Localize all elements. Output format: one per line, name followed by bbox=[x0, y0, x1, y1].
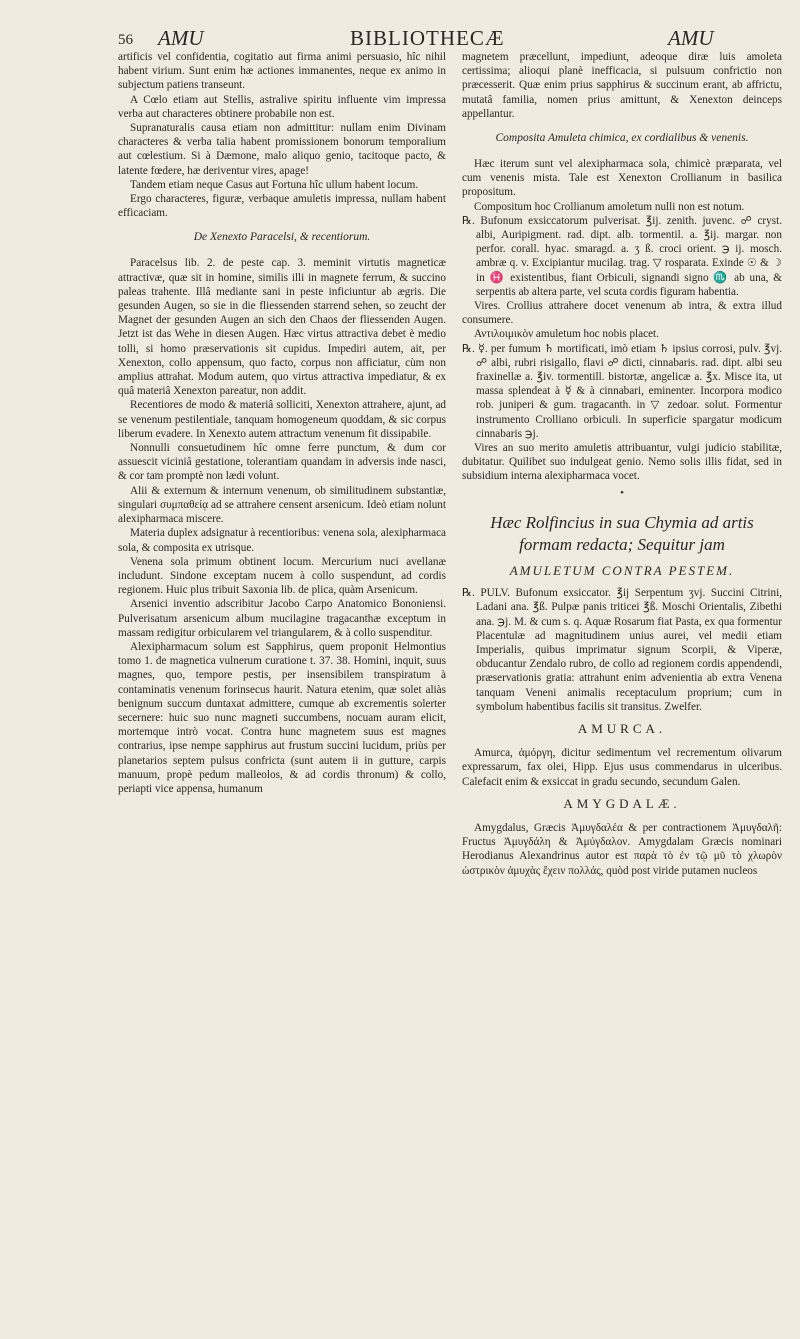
right-paragraph: ℞. PULV. Bufonum exsiccator. ℥ij Serpentum ʒvj. Succini Citrini, Ladani ana. ℥ß. Pulpæ panis triticei ℥ß. Moschi Orientalis, Zibethi ana. ℈j. M. & cum s. q. Aquæ Rosarum fiat Pasta, ex qua formentur Placentulæ ad magnitudinem unius aurei, vel medii etiam Imperialis, quibus imprimatur signum Scorpii, & Viperæ, obducantur Zendalo rubro, de collo ad regionem cordis appendendi, præservationis gratia: attrahunt enim advenientia ab extra Venena tanquam Veneni animalis receptaculum proprium; cum in symbolum habentibus facilis sit transitus. Zwelfer. bbox=[462, 587, 782, 713]
left-paragraph: Arsenici inventio adscribitur Jacobo Carpo Anatomico Bononiensi. Pulverisatum arsenicum album mucilagine tragacanthæ exceptum in massam redigitur orbicularem vel triangularem, & à collo suspenditur. bbox=[118, 598, 446, 639]
right-section-heading: AMYGDALÆ. bbox=[563, 795, 681, 811]
left-paragraph: artificis vel confidentia, cogitatio aut firma animi persuasio, hîc nihil habent virium. Sunt enim hæ actiones immanentes, neque ex animo in subjectum patiens transeunt. bbox=[118, 51, 446, 92]
right-paragraph: Vires. Crollius attrahere docet venenum ab intra, & extra illud consumere. bbox=[462, 300, 782, 327]
page-number: 56 bbox=[118, 32, 133, 48]
left-paragraph: Tandem etiam neque Casus aut Fortuna hîc ullum habent locum. bbox=[130, 178, 419, 191]
right-paragraph: ℞. Bufonum exsiccatorum pulverisat. ℥ij. zenith. juvenc. ☍ cryst. albi, Auripigment. rad. dipt. alb. tormentil. a. ℥ij. margar. non perfor. corall. hyac. smaragd. a. ʒ ß. croci orient. ℈ ij. mosch. ambræ q. v. Excipiantur mucilag. trag. ▽ rosparata. Exinde ☉ & ☽ in ♓ existentibus, fiant Orbiculi, signandi signo ♏ ab una, & serpentis ab altera parte, vel scuta cordis figuram habentia. bbox=[462, 214, 782, 298]
right-section-heading: Hæc Rolfincius in sua Chymia ad artis formam redacta; Sequitur jam bbox=[490, 512, 754, 554]
left-paragraph: Supranaturalis causa etiam non admittitur: nullam enim Divinam characteres & verba talia habent promissionem bonorum temporalium aut cœlestium. Si à Dæmone, malo aliquo genio, tacitoque pacto, & latente fœdere, hæ deriventur vires, apage! bbox=[118, 122, 446, 177]
right-paragraph: Amurca, ἀμόργη, dicitur sedimentum vel recrementum olivarum expressarum, fax olei, Hipp. Ejus usus commendarus in ulceribus. Calefacit enim & exsiccat in gradu secundo, secundum Galen. bbox=[462, 747, 782, 788]
right-paragraph: Vires an suo merito amuletis attribuantur, vulgi judicio stabilitæ, dubitatur. Quilibet suo indulgeat genio. Nemo solis illis fidat, sed in subsidium interna alexipharmaca vocet. bbox=[462, 442, 782, 483]
left-paragraph: A Cœlo etiam aut Stellis, astralive spiritu influente vim impressa verba aut characteres obtinere probabile non est. bbox=[118, 93, 446, 120]
right-paragraph: Hæc iterum sunt vel alexipharmaca sola, chimicè præparata, vel cum venenis mista. Tale est Xenexton Crollianum in basilica propositum. bbox=[462, 158, 782, 199]
right-paragraph: magnetem præcellunt, impediunt, adeoque diræ luis amoleta certissima; alioqui planè inefficacia, si pulsuum confrictio non præcesserit. Quæ enim prius sapphirus & succinum erant, ab affrictu, mutatâ familia, nomen prius amittunt, & Xenexton deinceps appellantur. bbox=[462, 51, 782, 120]
running-header bbox=[118, 26, 758, 52]
right-paragraph: Amygdalus, Græcis Ἀμυγδαλέα & per contractionem Ἀμυγδαλῆ: Fructus Ἀμυγδάλη & Ἀμύγδαλον. Amygdalam Græcis nominari Herodianus Alexandrinus autor est παρὰ τὸ ἐν τῷ μῦ τὸ χλωρὸν ὠστρικὸν ἀμυχὰς ἔχειν πολλάς, quòd post viride putamen nucleos bbox=[462, 821, 782, 877]
running-head-left: AMU bbox=[158, 26, 204, 50]
right-section-heading: Composita Amuleta chimica, ex cordialibus & venenis. bbox=[495, 132, 749, 145]
running-head-right: AMU bbox=[668, 26, 714, 50]
left-paragraph: Alexipharmacum solum est Sapphirus, quem proponit Helmontius tomo 1. de magnetica vulnerum curatione t. 37. 38. Homini, inquit, suus magnes, quo, tempore pestis, per insensibilem transpiratum à contaminatis venenum forinsecus haurit. Natura etenim, quæ solet aliàs benignum succum duntaxat admittere, cumque ab excrementis solerter secernere: huic suo nunc magneti succumbens, nocuam auram elicit, mortemque intrò vocat. Contra hunc magnetem suus est magnes contrarius, ipse nempe sapphirus aut frustum succini lucidum, priùs per planetarios septem pulsus confricta (sunt autem ii in gutture, carpis manuum, propè pedum malleolos, & ad cordis thronum) & collo, periapti vice appensa, humanum bbox=[118, 640, 446, 795]
right-column bbox=[462, 50, 782, 878]
right-paragraph: Compositum hoc Crollianum amoletum nulli non est notum. bbox=[474, 200, 745, 213]
left-paragraph: Materia duplex adsignatur à recentioribus: venena sola, alexipharmaca sola, & composita ex utrisque. bbox=[118, 527, 446, 554]
right-section-heading: AMULETUM CONTRA PESTEM. bbox=[509, 562, 735, 578]
left-paragraph: Ergo characteres, figuræ, verbaque amuletis impressa, nullam habent efficaciam. bbox=[118, 193, 446, 220]
running-head-title: BIBLIOTHECÆ bbox=[350, 26, 505, 50]
left-paragraph: Alii & externum & internum venenum, ob similitudinem substantiæ, singulari συμπαθείᾳ ad se attrahere censent arsenicum. Ideò etiam nolunt alexipharmaca miscere. bbox=[118, 484, 446, 526]
left-section-heading: De Xenexto Paracelsi, & recentiorum. bbox=[193, 231, 371, 244]
right-section-heading: AMURCA. bbox=[577, 720, 667, 736]
left-paragraph: Paracelsus lib. 2. de peste cap. 3. meminit virtutis magneticæ attractivæ, quæ sit in homine, similis illi in magnete ferrum, & succino paleas trahente. Illâ mediante sani in peste inficiuntur ab ægris. Die gesunden Augen, so sie in die fliessenden starrend sehen, so zeucht der Magnet der gesunden Augen an sich den Chaos der fliessenden Augen. Jetzt ist das Wehe in diesen Augen. Hæc virtus attractiva debet è medio tolli, si homo præservationis sit cupidus. Impediri autem, ait, per Xenexton, collo appensum, quo facto, corpus non afficiatur, cùm non amplius attrahat. Modum autem, quo virtus attractiva impediatur, & ex quâ materiâ Xenexton pareatur, non addit. bbox=[118, 257, 446, 398]
right-paragraph: ℞. ☿. per fumum ♄ mortificati, imò etiam ♄ ipsius corrosi, pulv. ℥vj. ☍ albi, rubri risigallo, flavi ☍ dicti, cinnabaris. rad. dipt. albi seu fraxinellæ a. ℥iv. tormentill. bistortæ, angelicæ a. ℥x. Misce ita, ut massa splendeat à ☿ & à cinnabari, eminenter. Incorpora modico rob. juniperi & gum. tragacanth. in ▽ zedoar. solut. Formentur instrumento Crolliano orbiculi. In superficie spargatur modicum cinnabaris ℈j. bbox=[462, 342, 782, 440]
left-column bbox=[118, 50, 446, 796]
left-paragraph: Nonnulli consuetudinem hîc omne ferre punctum, & dum cor assuescit viciniâ gestatione, tolerantiam quandam in adversis inde nasci, & cor tam promptè non lædi volunt. bbox=[118, 442, 446, 483]
left-paragraph: Recentiores de modo & materiâ solliciti, Xenexton attrahere, ajunt, ad se venenum pestilentiale, tanquam homogeneum quoddam, & sic corpus liberum evadere. In Xenexto autem attractum venenum fit dissipabile. bbox=[118, 399, 446, 440]
right-paragraph: Αντιλοιμικὸν amuletum hoc nobis placet. bbox=[474, 328, 659, 341]
right-ornament: • bbox=[620, 486, 624, 499]
left-paragraph: Venena sola primum obtinent locum. Mercurium nuci avellanæ includunt. Sindone exceptam nucem à collo suspendunt, ad cordis regionem. Huic plus tribuit Saxonia lib. de plica, quàm Arsenicum. bbox=[118, 555, 446, 597]
